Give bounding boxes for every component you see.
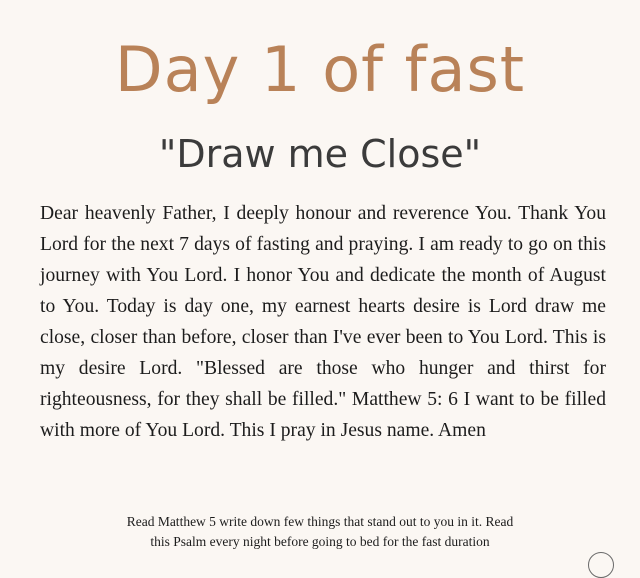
- page-subtitle: "Draw me Close": [158, 132, 482, 176]
- reading-note-line-2: this Psalm every night before going to bed for the fast duration: [150, 534, 490, 549]
- reading-note: [60, 512, 580, 552]
- corner-circle-icon: [588, 552, 614, 578]
- reading-note-line-1: Read Matthew 5 write down few things that stand out to you in it. Read: [126, 514, 514, 529]
- prayer-text: Dear heavenly Father, I deeply honour and reverence You. Thank You Lord for the next 7 days of fasting and praying. I am ready to go on this journey with You Lord. I honor You and dedicate the month of August to You. Today is day one, my earnest hearts desire is Lord draw me close, closer than before, closer than I've ever been to You Lord. This is my desire Lord. "Blessed are those who hunger and thirst for righteousness, for they shall be filled." Matthew 5: 6 I want to be filled with more of You Lord. This I pray in Jesus name. Amen: [40, 203, 606, 441]
- page-title: Day 1 of fast: [114, 33, 526, 106]
